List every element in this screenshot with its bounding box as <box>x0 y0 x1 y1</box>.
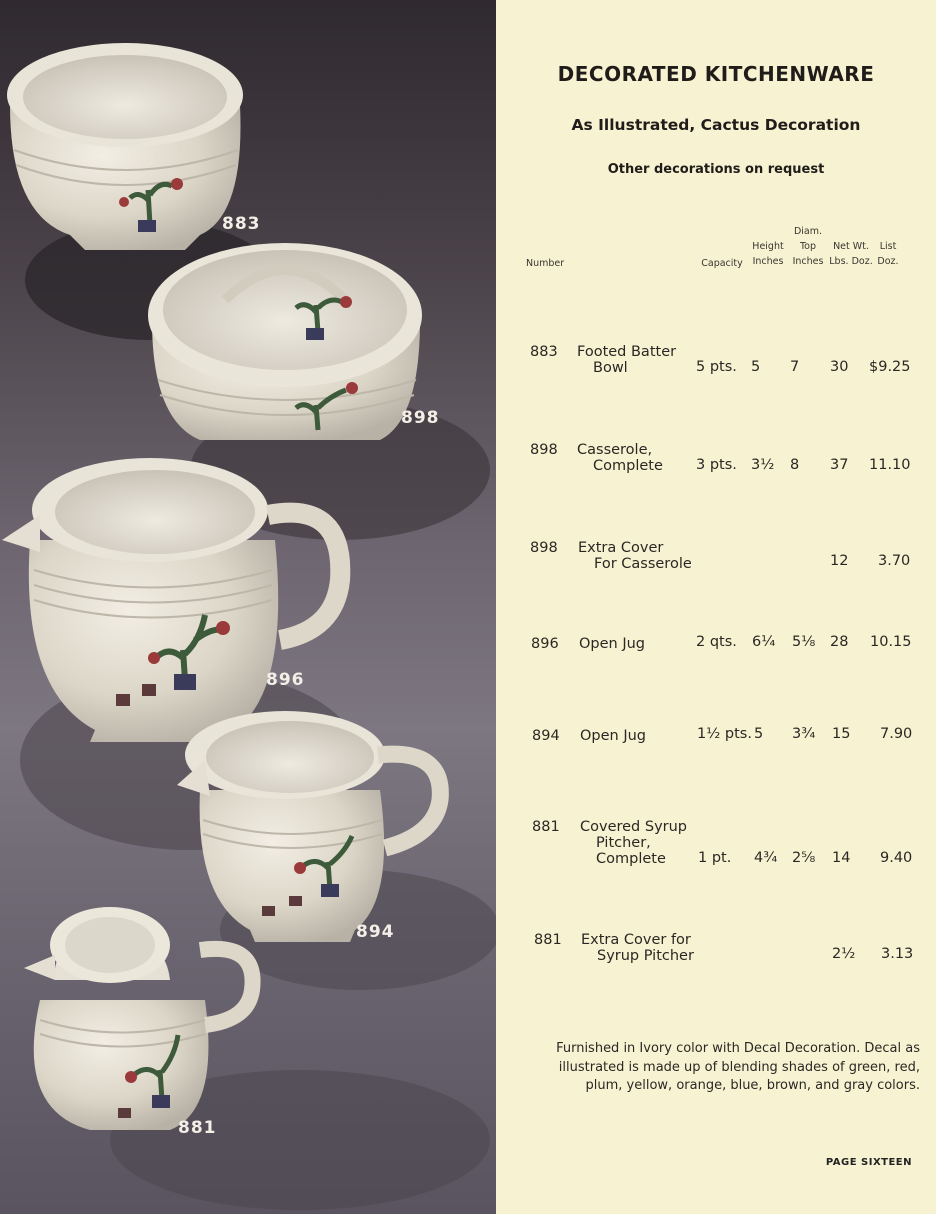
row-881-net-wt: 14 <box>832 850 851 866</box>
row-881-number: 881 <box>532 819 560 835</box>
row-883-net-wt: 30 <box>830 359 849 375</box>
row-881-capacity: 1 pt. <box>698 850 732 866</box>
row-894-height: 5 <box>754 726 764 742</box>
row-883-capacity: 5 pts. <box>696 359 737 375</box>
row-898-net-wt: 37 <box>830 457 849 473</box>
row-898-diam: 8 <box>790 457 800 473</box>
row-898-cover-description <box>578 540 692 572</box>
desc-line: Casserole, <box>577 442 653 458</box>
row-898-capacity: 3 pts. <box>696 457 737 473</box>
photo-label-883: 883 <box>222 214 261 234</box>
page-number: PAGE SIXTEEN <box>825 1157 912 1168</box>
col-header-net-wt-line1: Net Wt. <box>833 241 869 252</box>
col-header-list-line1: List <box>879 241 897 252</box>
desc-line: Covered Syrup <box>580 819 688 835</box>
row-898-description <box>577 442 663 474</box>
row-881-cover-number: 881 <box>534 932 562 948</box>
desc-line: Pitcher, <box>596 835 651 851</box>
photo-label-894: 894 <box>356 922 395 942</box>
photo-label-898: 898 <box>401 408 440 428</box>
col-header-height-line2: Inches <box>752 256 784 267</box>
row-896-description <box>579 636 645 652</box>
row-898-height: 3½ <box>751 457 775 473</box>
row-881-height: 4¾ <box>754 850 778 866</box>
row-894-description <box>580 728 646 744</box>
col-header-diam-line1: Diam. <box>793 226 823 237</box>
footnote: Furnished in Ivory color with Decal Decoration. Decal as illustrated is made up of blending shades of green, red, plum, yellow, orange, blue, brown, and gray colors. <box>556 1041 920 1093</box>
row-896-net-wt: 28 <box>830 634 849 650</box>
photo-label-881: 881 <box>178 1118 217 1138</box>
desc-line: Footed Batter <box>577 344 677 360</box>
col-header-height <box>748 239 788 269</box>
price-list-panel <box>496 0 936 1214</box>
desc-line: Extra Cover for <box>581 932 691 948</box>
row-894-net-wt: 15 <box>832 726 851 742</box>
row-883-height: 5 <box>751 359 761 375</box>
col-header-diam <box>788 224 828 269</box>
col-header-net-wt <box>824 239 878 269</box>
col-header-diam-line3: Inches <box>792 256 824 267</box>
col-header-number: Number <box>526 258 565 269</box>
col-header-list-line2: Doz. <box>877 256 899 267</box>
row-896-height: 6¼ <box>752 634 776 650</box>
row-894-number: 894 <box>532 728 560 744</box>
desc-line: Extra Cover <box>578 540 664 556</box>
row-896-list: 10.15 <box>870 634 912 650</box>
row-881-cover-net-wt: 2½ <box>832 946 856 962</box>
desc-line: Open Jug <box>580 728 647 744</box>
row-881-diam: 2⅝ <box>792 850 816 866</box>
photo-label-896: 896 <box>266 670 305 690</box>
row-894-list: 7.90 <box>880 726 913 742</box>
row-898-cover-net-wt: 12 <box>830 553 849 569</box>
row-894-capacity: 1½ pts. <box>697 726 752 742</box>
desc-line: Complete <box>593 458 663 474</box>
desc-line: Bowl <box>593 360 628 376</box>
bowl-883 <box>7 43 243 250</box>
col-header-list <box>872 239 904 269</box>
page-subtitle: As Illustrated, Cactus Decoration <box>571 116 861 134</box>
casserole-898 <box>148 243 422 440</box>
row-881-list: 9.40 <box>880 850 913 866</box>
col-header-diam-line2: Top <box>799 241 817 252</box>
row-881-cover-list: 3.13 <box>881 946 914 962</box>
row-881-description <box>580 819 687 867</box>
col-header-height-line1: Height <box>752 241 784 252</box>
row-898-list: 11.10 <box>869 457 911 473</box>
row-883-description <box>577 344 676 376</box>
row-898-cover-list: 3.70 <box>878 553 911 569</box>
row-896-capacity: 2 qts. <box>696 634 737 650</box>
row-894-diam: 3¾ <box>792 726 816 742</box>
desc-line: Syrup Pitcher <box>597 948 694 964</box>
row-896-diam: 5⅛ <box>792 634 816 650</box>
desc-line: For Casserole <box>594 556 692 572</box>
decoration-note: Other decorations on request <box>607 162 825 177</box>
page-title: DECORATED KITCHENWARE <box>557 62 875 86</box>
row-898-number: 898 <box>530 442 558 458</box>
col-header-net-wt-line2: Lbs. Doz. <box>829 256 873 267</box>
row-883-list: $9.25 <box>869 359 911 375</box>
row-896-number: 896 <box>531 636 559 652</box>
col-header-capacity: Capacity <box>701 258 743 269</box>
desc-line: Open Jug <box>579 636 646 652</box>
row-883-diam: 7 <box>790 359 800 375</box>
desc-line: Complete <box>596 851 666 867</box>
row-881-cover-description <box>581 932 694 964</box>
row-898-cover-number: 898 <box>530 540 558 556</box>
row-883-number: 883 <box>530 344 558 360</box>
